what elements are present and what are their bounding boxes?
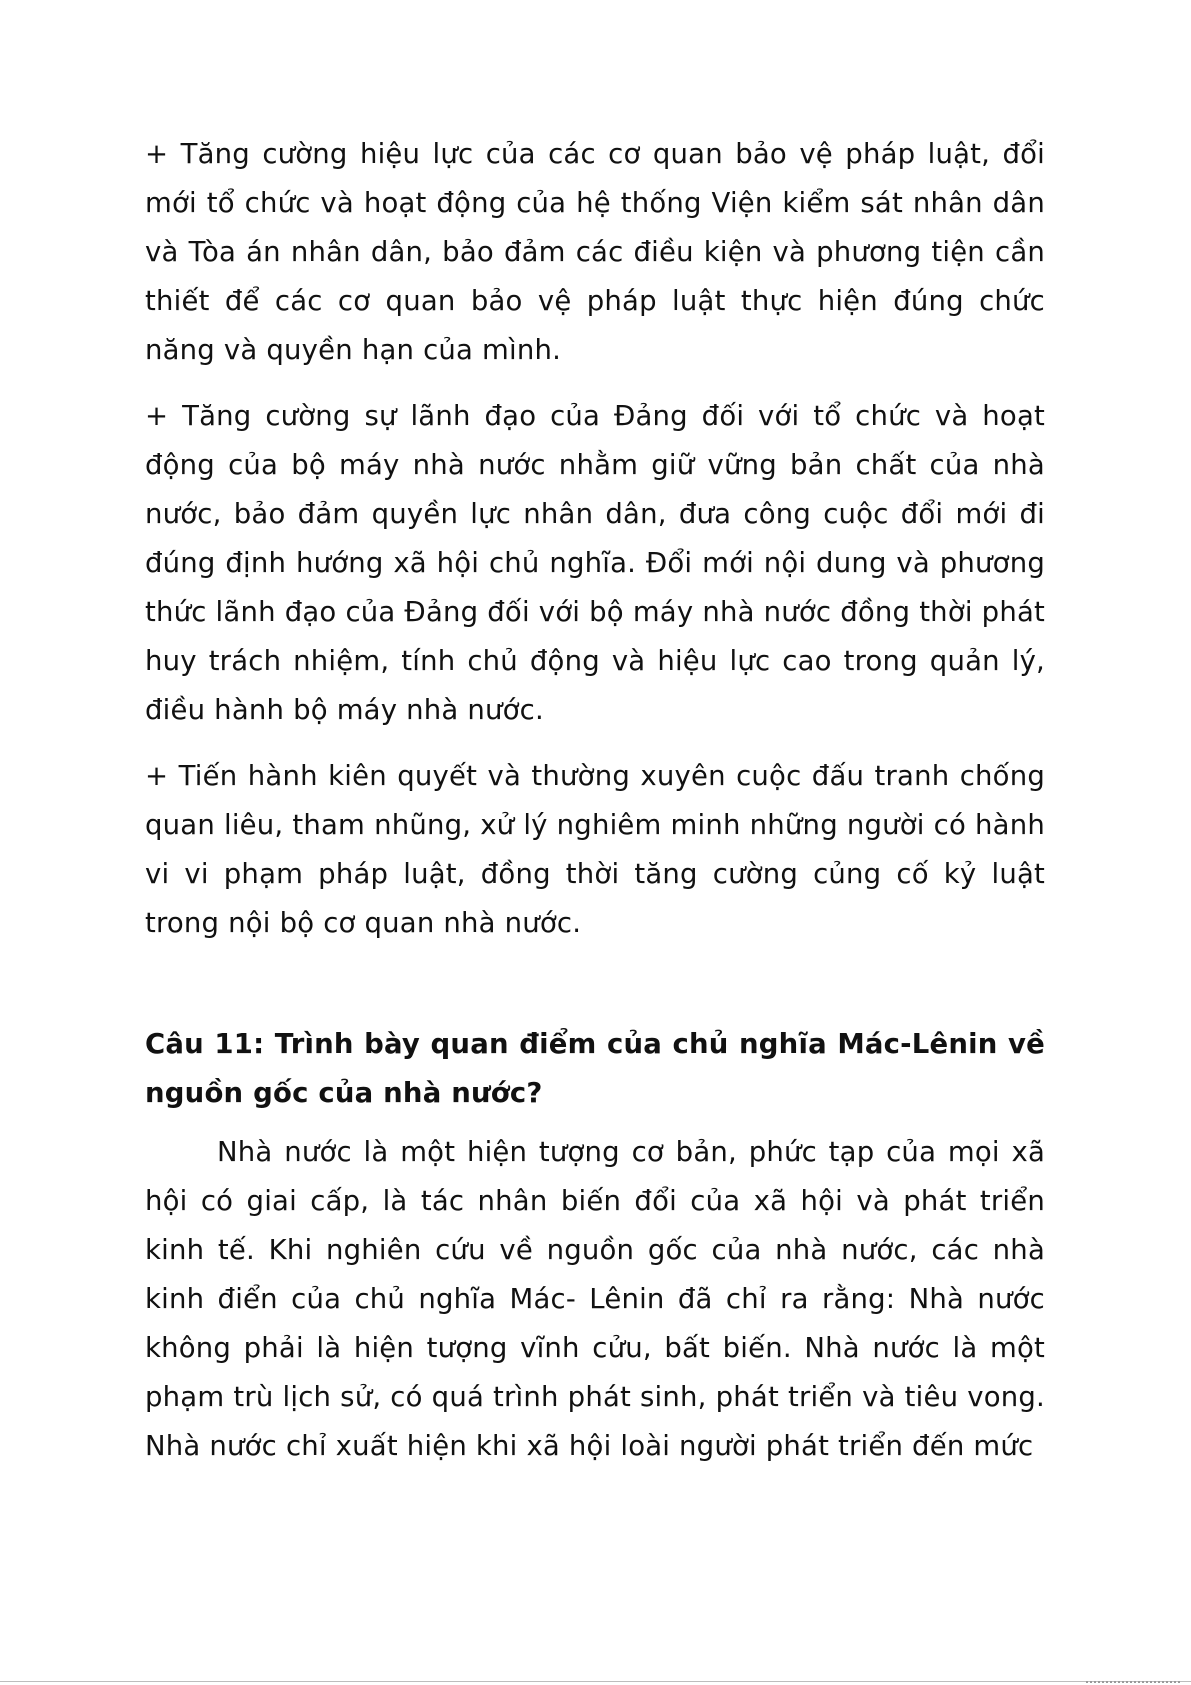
document-page (145, 130, 1045, 1471)
paragraph-bullet-2: + Tăng cường sự lãnh đạo của Đảng đối với tổ chức và hoạt động của bộ máy nhà nước nhằm giữ vững bản chất của nhà nước, bảo đảm quyền lực nhân dân, đưa công cuộc đổi mới đi đúng định hướng xã hội chủ nghĩa. Đổi mới nội dung và phương thức lãnh đạo của Đảng đối với bộ máy nhà nước đồng thời phát huy trách nhiệm, tính chủ động và hiệu lực cao trong quản lý, điều hành bộ máy nhà nước. (145, 400, 1045, 726)
paragraph-bullet-3: + Tiến hành kiên quyết và thường xuyên cuộc đấu tranh chống quan liêu, tham nhũng, xử lý nghiêm minh những người có hành vi vi phạm pháp luật, đồng thời tăng cường củng cố kỷ luật trong nội bộ cơ quan nhà nước. (145, 760, 1045, 939)
answer-paragraph: Nhà nước là một hiện tượng cơ bản, phức tạp của mọi xã hội có giai cấp, là tác nhân biến đổi của xã hội và phát triển kinh tế. Khi nghiên cứu về nguồn gốc của nhà nước, các nhà kinh điển của chủ nghĩa Mác- Lênin đã chỉ ra rằng: Nhà nước không phải là hiện tượng vĩnh cửu, bất biến. Nhà nước là một phạm trù lịch sử, có quá trình phát sinh, phát triển và tiêu vong. Nhà nước chỉ xuất hiện khi xã hội loài người phát triển đến mức (145, 1136, 1045, 1462)
page-bottom-divider (0, 1681, 1191, 1682)
question-heading: Câu 11: Trình bày quan điểm của chủ nghĩa Mác-Lênin về nguồn gốc của nhà nước? (145, 1028, 1045, 1109)
page-bottom-dotted-mark (1086, 1681, 1181, 1683)
paragraph-bullet-1: + Tăng cường hiệu lực của các cơ quan bảo vệ pháp luật, đổi mới tổ chức và hoạt động của hệ thống Viện kiểm sát nhân dân và Tòa án nhân dân, bảo đảm các điều kiện và phương tiện cần thiết để các cơ quan bảo vệ pháp luật thực hiện đúng chức năng và quyền hạn của mình. (145, 138, 1045, 366)
